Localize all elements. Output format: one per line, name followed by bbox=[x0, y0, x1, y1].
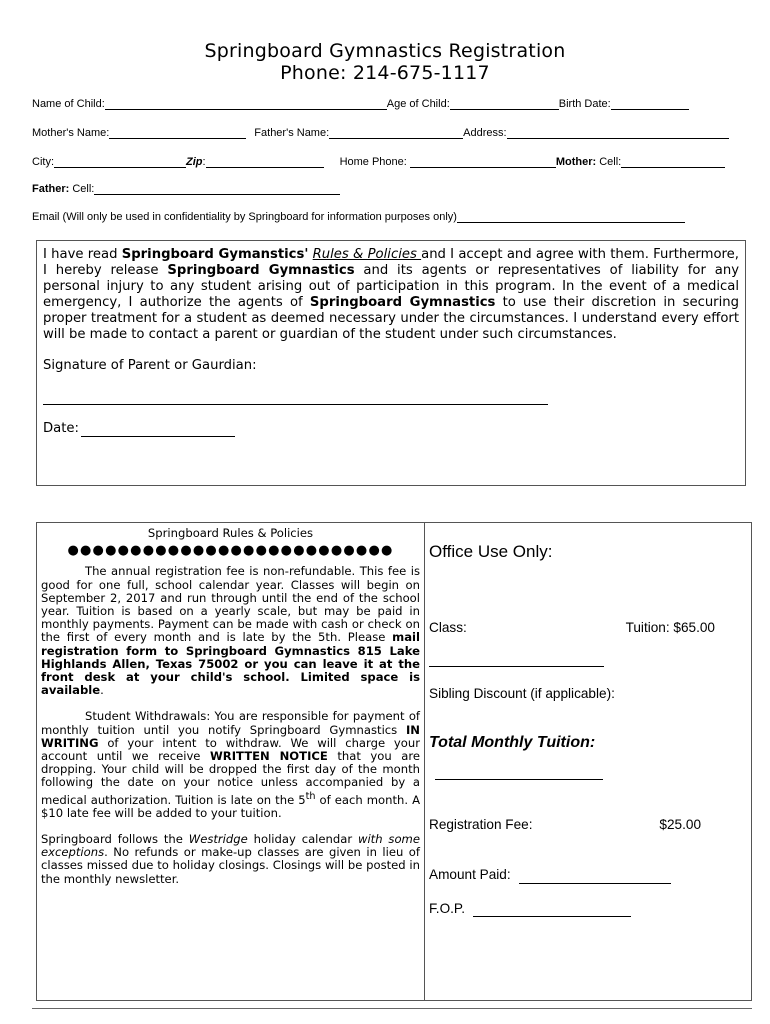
parents-row bbox=[32, 127, 757, 139]
holiday-policy bbox=[41, 833, 420, 886]
agreement-text bbox=[43, 247, 739, 343]
city-label: City: bbox=[32, 156, 54, 168]
birth-date-field[interactable] bbox=[611, 99, 689, 110]
agreement-brand: Springboard Gymanstics' bbox=[121, 247, 309, 262]
amount-paid-label: Amount Paid: bbox=[429, 867, 511, 882]
home-phone-field[interactable] bbox=[410, 157, 556, 168]
rules-policies-reference: Rules & Policies bbox=[312, 247, 422, 262]
mother-name-field[interactable] bbox=[109, 128, 246, 139]
westridge-reference: Westridge bbox=[188, 831, 248, 846]
agreement-text-part: to use their discretion in securing proper treatment for a student as deemed necessary under the circumstances. I understand every effort will be made to contact a parent or guardian of the student under such circumstances. bbox=[43, 295, 739, 342]
father-name-field[interactable] bbox=[329, 128, 463, 139]
policy-text: that you are dropping. Your child will be dropped the first day of the month following the date on your notice unless accompanied by a medical authorization. Tuition is late on the 5 bbox=[41, 749, 420, 807]
policy-text: Student Withdrawals: You are responsible for payment of monthly tuition until you notify Springboard Gymnastics bbox=[41, 709, 420, 737]
email-field[interactable] bbox=[457, 212, 685, 223]
agreement-box bbox=[36, 240, 746, 486]
father-name-label: Father's Name: bbox=[254, 127, 330, 139]
signature-field[interactable] bbox=[43, 394, 548, 405]
email-row bbox=[32, 211, 757, 223]
policy-text: of your intent to withdraw. We will charge your account until we receive bbox=[41, 735, 420, 764]
father-cell-field[interactable] bbox=[94, 184, 340, 195]
ordinal-suffix: th bbox=[305, 790, 316, 802]
policy-text: Springboard follows the bbox=[41, 831, 189, 846]
agreement-text-part: and I accept and agree with them. Furthermore, I hereby release bbox=[43, 247, 739, 278]
child-info-row bbox=[32, 98, 757, 110]
form-header bbox=[0, 40, 770, 84]
registration-fee-policy bbox=[41, 565, 420, 697]
child-name-label: Name of Child: bbox=[32, 98, 105, 110]
zip-field[interactable] bbox=[206, 157, 324, 168]
date-label: Date: bbox=[43, 421, 79, 436]
child-name-field[interactable] bbox=[105, 99, 387, 110]
dot-divider: ●●●●●●●●●●●●●●●●●●●●●●●●●● bbox=[67, 543, 394, 559]
child-age-field[interactable] bbox=[450, 99, 559, 110]
policy-text: The annual registration fee is non-refundable. This fee is good for one full, school calendar year. Classes will begin on September 2, 2017 and run through until the end of the school year. Tuition is based on a yearly scale, but may be paid in monthly payments. Payment can be made with cash or check on the first of every month and is late by the 5th. Please bbox=[41, 564, 420, 645]
lower-section bbox=[36, 522, 752, 1001]
zip-colon: : bbox=[202, 156, 206, 168]
date-row bbox=[43, 421, 739, 437]
tuition-label: Tuition: $65.00 bbox=[625, 620, 715, 635]
agreement-brand: Springboard Gymnastics bbox=[309, 295, 496, 310]
mother-name-label: Mother's Name: bbox=[32, 127, 110, 139]
total-tuition-field[interactable] bbox=[435, 779, 603, 780]
policy-text: . No refunds or make-up classes are given in lieu of classes missed due to holiday closings. Closings will be posted in the monthly newsletter. bbox=[41, 845, 420, 886]
in-writing-emphasis: IN WRITING bbox=[41, 722, 420, 750]
written-notice-emphasis: WRITTEN NOTICE bbox=[209, 749, 328, 764]
mail-instructions: mail registration form to Springboard Gymnastics 815 Lake Highlands Allen, Texas 75002 or you can leave it at the front desk at your child's school. Limited space is available bbox=[41, 630, 420, 698]
home-phone-label: Home Phone: bbox=[339, 156, 407, 168]
form-title: Springboard Gymnastics Registration bbox=[204, 40, 566, 62]
policy-text: . bbox=[100, 683, 104, 698]
city-field[interactable] bbox=[54, 157, 186, 168]
office-use-title: Office Use Only: bbox=[429, 542, 553, 561]
agreement-text-part: I have read bbox=[43, 247, 122, 262]
birth-date-label: Birth Date: bbox=[558, 98, 611, 110]
agreement-brand: Springboard Gymnastics bbox=[167, 263, 355, 278]
fop-label: F.O.P. bbox=[429, 901, 466, 916]
email-label: Email (Will only be used in confidentiality by Springboard for information purposes only) bbox=[32, 211, 457, 223]
amount-paid-field[interactable] bbox=[519, 883, 671, 884]
policy-text: of each month. A $10 late fee will be added to your tuition. bbox=[41, 792, 420, 820]
father-cell-label: Cell: bbox=[69, 183, 95, 195]
signature-label: Signature of Parent or Gaurdian: bbox=[43, 358, 257, 373]
registration-fee-label: Registration Fee: bbox=[429, 817, 533, 832]
class-field[interactable] bbox=[429, 666, 604, 667]
child-age-label: Age of Child: bbox=[386, 98, 450, 110]
registration-fee-value: $25.00 bbox=[659, 817, 701, 832]
policy-text: holiday calendar bbox=[247, 831, 358, 846]
fop-field[interactable] bbox=[473, 916, 631, 917]
class-label: Class: bbox=[429, 620, 467, 635]
page-bottom-rule bbox=[32, 1008, 752, 1009]
mother-cell-field[interactable] bbox=[621, 157, 725, 168]
date-field[interactable] bbox=[81, 426, 235, 437]
mother-cell-label: Cell: bbox=[596, 156, 622, 168]
rules-policies-panel bbox=[37, 523, 425, 1000]
phone-number: Phone: 214-675-1117 bbox=[280, 62, 490, 84]
contact-row bbox=[32, 156, 757, 168]
address-label: Address: bbox=[463, 127, 507, 139]
office-use-panel bbox=[425, 523, 751, 1000]
exceptions-emphasis: with some exceptions bbox=[41, 831, 420, 860]
agreement-text-part: and its agents or representatives of liability for any personal injury to any student arising out of participation in this program. In the event of a medical emergency, I authorize the agents of bbox=[43, 263, 739, 310]
address-field[interactable] bbox=[507, 128, 729, 139]
mother-cell-bold: Mother: bbox=[555, 156, 597, 168]
withdrawal-policy bbox=[41, 710, 420, 819]
sibling-discount-label: Sibling Discount (if applicable): bbox=[429, 686, 615, 701]
zip-label: Zip bbox=[186, 156, 203, 168]
father-cell-row bbox=[32, 183, 757, 195]
rules-title: Springboard Rules & Policies bbox=[147, 526, 314, 540]
total-tuition-label: Total Monthly Tuition: bbox=[429, 734, 596, 751]
father-cell-bold: Father: bbox=[32, 183, 70, 195]
